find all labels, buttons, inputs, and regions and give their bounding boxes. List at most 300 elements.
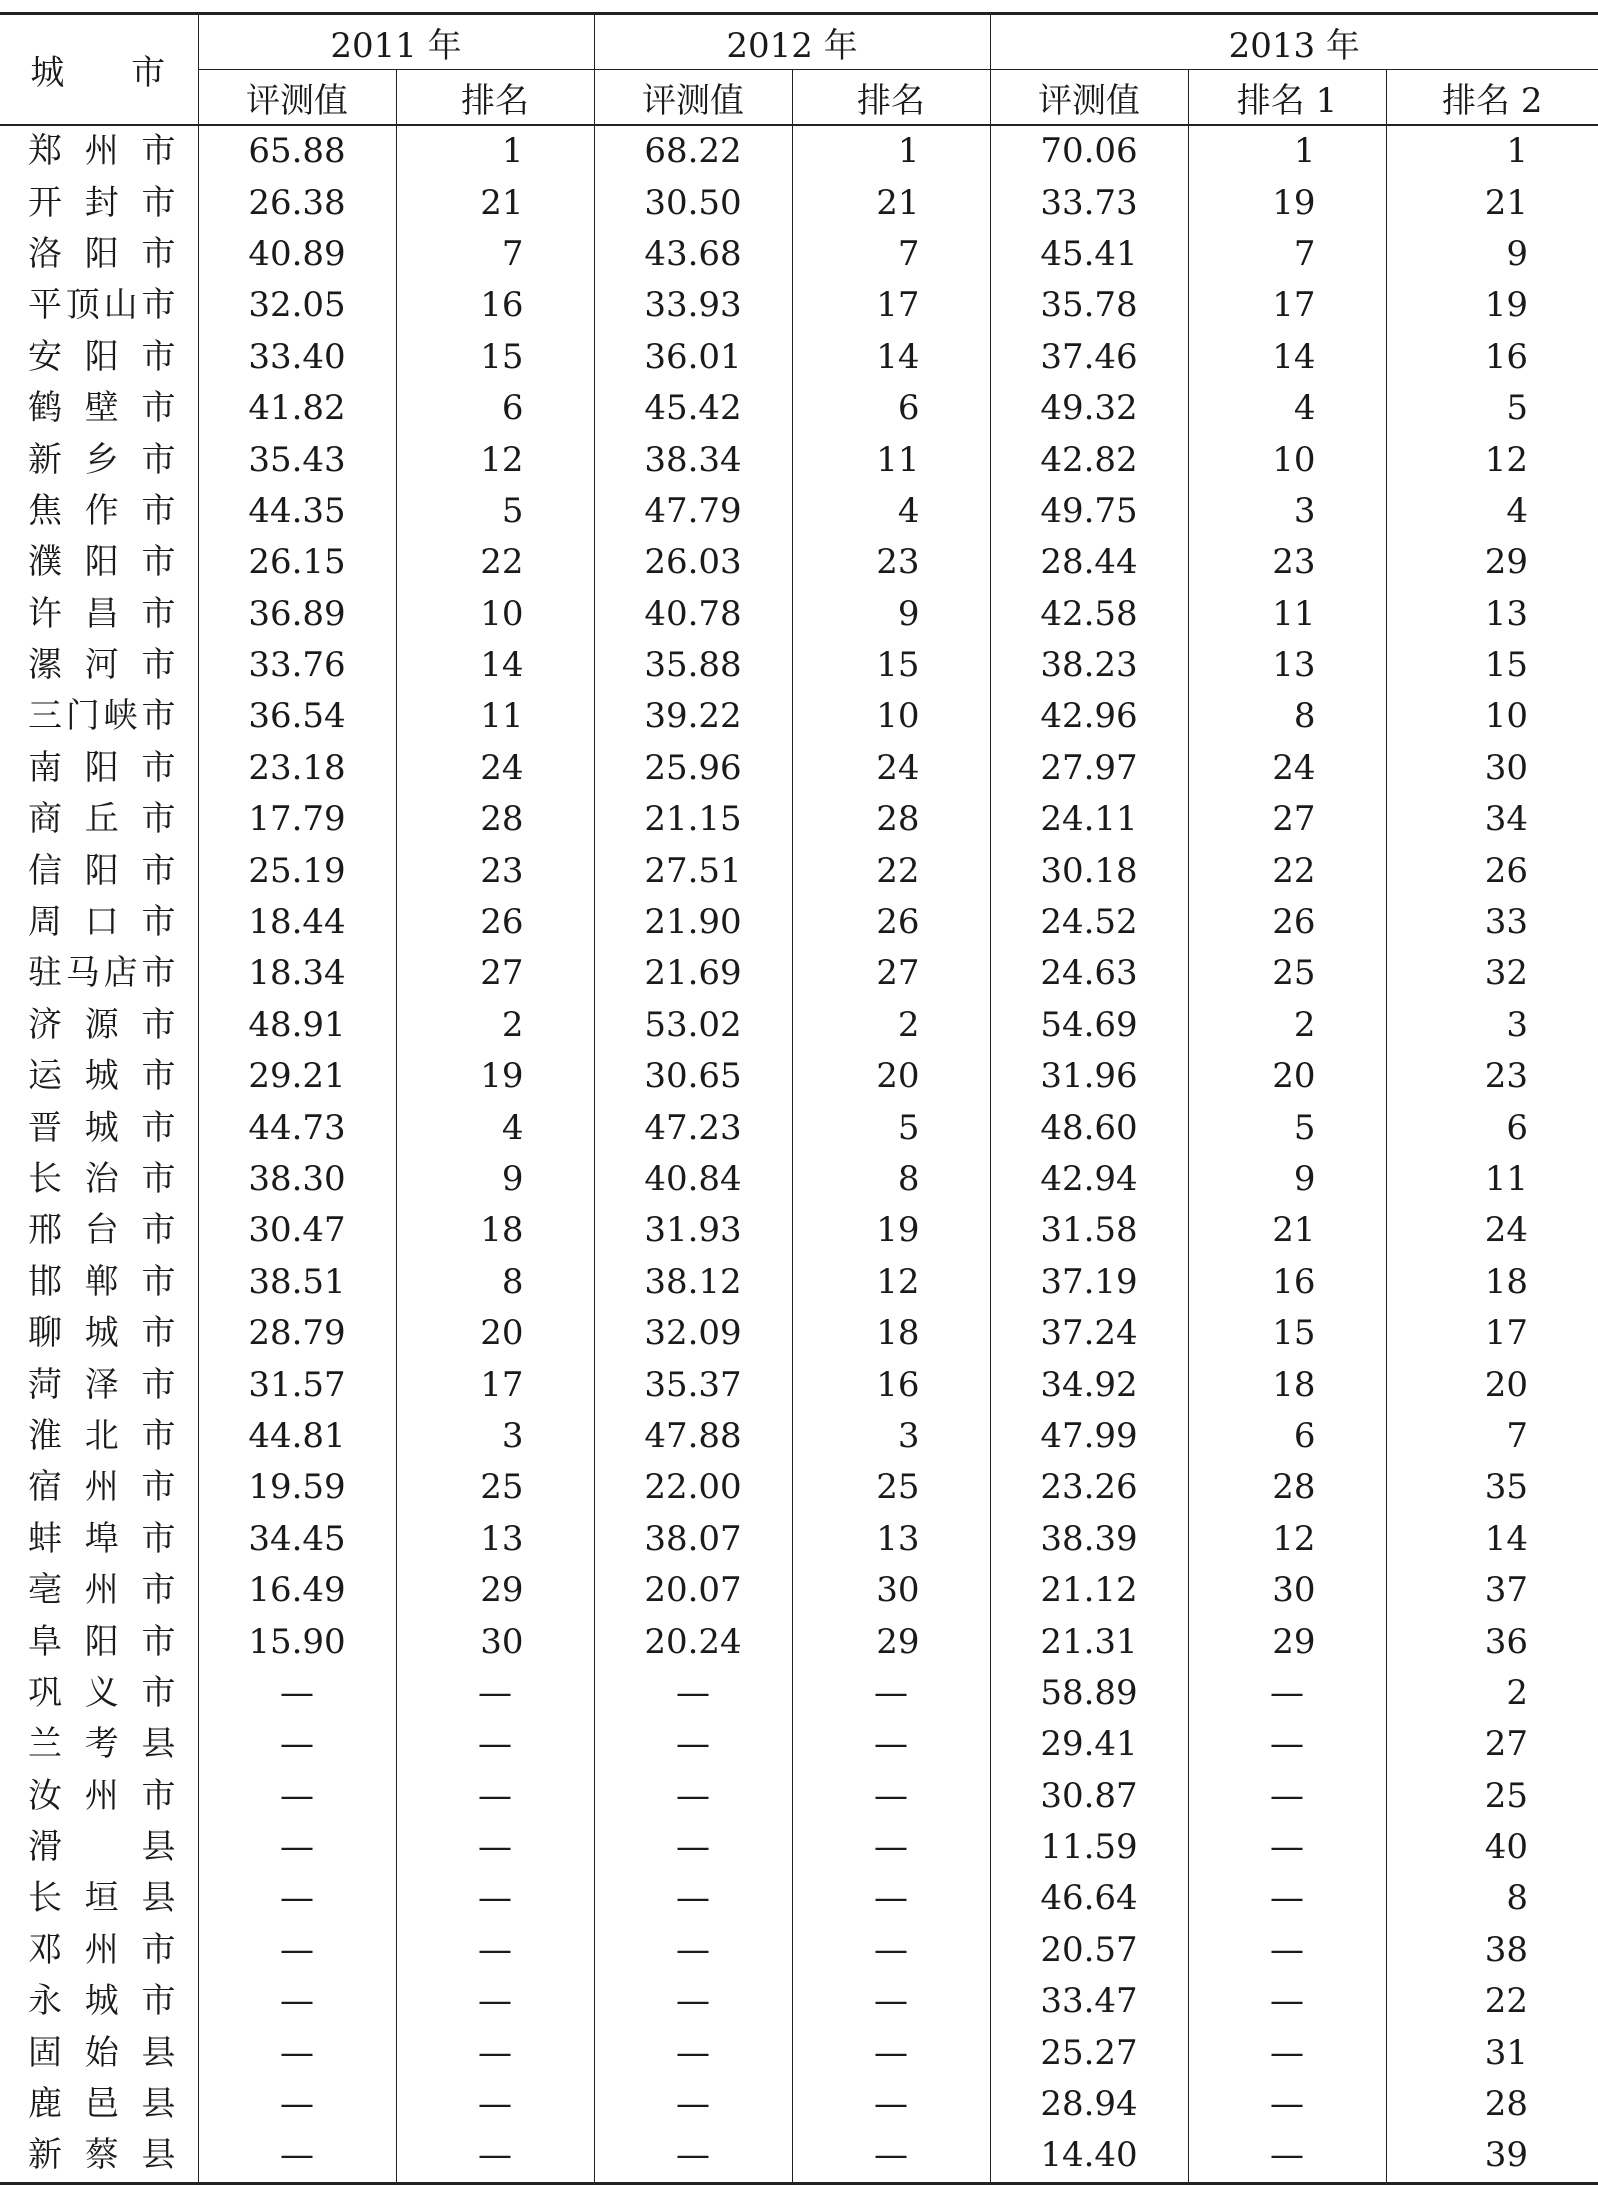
city-name-cell: 鹿邑县 xyxy=(28,2084,176,2125)
value-2011-cell: 18.44 xyxy=(198,897,396,948)
rank1-2013-cell: — xyxy=(1188,2079,1386,2130)
subheader-2011-rank: 排名 xyxy=(396,70,594,126)
city-name-cell: 商丘市 xyxy=(28,799,176,840)
subheader-2013-value: 评测值 xyxy=(990,70,1188,126)
value-2012-cell: 20.24 xyxy=(594,1616,792,1667)
value-2011-cell: 17.79 xyxy=(198,794,396,845)
value-2011-cell: 15.90 xyxy=(198,1616,396,1667)
value-2011-cell: — xyxy=(198,1925,396,1976)
rank1-2013-cell: 22 xyxy=(1188,845,1386,896)
table-row xyxy=(0,383,1598,434)
rank-2012-cell: 16 xyxy=(792,1359,990,1410)
rank-2011-cell: 14 xyxy=(396,640,594,691)
table-row xyxy=(0,2079,1598,2130)
value-2012-cell: — xyxy=(594,1771,792,1822)
table-row xyxy=(0,1668,1598,1719)
value-2013-cell: 30.18 xyxy=(990,845,1188,896)
rank1-2013-cell: 13 xyxy=(1188,640,1386,691)
rank2-2013-cell: 4 xyxy=(1386,486,1598,537)
value-2011-cell: — xyxy=(198,1873,396,1924)
rank2-2013-cell: 32 xyxy=(1386,948,1598,999)
table-row xyxy=(0,1925,1598,1976)
value-2011-cell: 38.30 xyxy=(198,1154,396,1205)
rank-2012-cell: 4 xyxy=(792,486,990,537)
rank2-2013-cell: 31 xyxy=(1386,2027,1598,2078)
value-2012-cell: 43.68 xyxy=(594,229,792,280)
city-name-cell: 漯河市 xyxy=(28,645,176,686)
rank-2012-cell: 27 xyxy=(792,948,990,999)
value-2012-cell: — xyxy=(594,1976,792,2027)
value-2011-cell: — xyxy=(198,1976,396,2027)
value-2011-cell: 30.47 xyxy=(198,1205,396,1256)
rank1-2013-cell: — xyxy=(1188,1668,1386,1719)
value-2012-cell: 36.01 xyxy=(594,332,792,383)
rank-2011-cell: — xyxy=(396,1873,594,1924)
table-row xyxy=(0,1257,1598,1308)
city-column-header: 城 市 xyxy=(0,14,198,126)
rank1-2013-cell: 19 xyxy=(1188,177,1386,228)
value-2012-cell: — xyxy=(594,2027,792,2078)
rank-2011-cell: 24 xyxy=(396,743,594,794)
rank2-2013-cell: 6 xyxy=(1386,1102,1598,1153)
value-2011-cell: 65.88 xyxy=(198,125,396,177)
value-2013-cell: 47.99 xyxy=(990,1411,1188,1462)
rank2-2013-cell: 5 xyxy=(1386,383,1598,434)
rank2-2013-cell: 9 xyxy=(1386,229,1598,280)
subheader-2013-rank1: 排名 1 xyxy=(1188,70,1386,126)
value-2013-cell: 45.41 xyxy=(990,229,1188,280)
city-name-cell: 长治市 xyxy=(28,1159,176,1199)
value-2012-cell: 30.65 xyxy=(594,1051,792,1102)
rank1-2013-cell: 4 xyxy=(1188,383,1386,434)
rank-2012-cell: 21 xyxy=(792,177,990,228)
table-row xyxy=(0,640,1598,691)
city-name-cell: 汝州市 xyxy=(28,1775,176,1816)
value-2011-cell: — xyxy=(198,1771,396,1822)
rank1-2013-cell: 15 xyxy=(1188,1308,1386,1359)
city-name-cell: 三门峡市 xyxy=(28,696,176,737)
rank1-2013-cell: — xyxy=(1188,1771,1386,1822)
city-name-cell: 邢台市 xyxy=(28,1210,176,1251)
city-name-cell: 晋城市 xyxy=(28,1107,176,1148)
city-name-cell: 驻马店市 xyxy=(28,953,176,994)
rank2-2013-cell: 40 xyxy=(1386,1822,1598,1873)
value-2012-cell: 40.84 xyxy=(594,1154,792,1205)
rank-2012-cell: — xyxy=(792,1976,990,2027)
rank1-2013-cell: — xyxy=(1188,1925,1386,1976)
value-2011-cell: 36.89 xyxy=(198,589,396,640)
table-row xyxy=(0,280,1598,331)
city-name-cell: 长垣县 xyxy=(28,1878,176,1919)
value-2011-cell: 16.49 xyxy=(198,1565,396,1616)
city-name-cell: 新乡市 xyxy=(28,439,176,480)
header-row-subcolumns xyxy=(0,70,1598,126)
rank-2012-cell: 14 xyxy=(792,332,990,383)
rank-2011-cell: 21 xyxy=(396,177,594,228)
table-row xyxy=(0,897,1598,948)
value-2013-cell: 24.52 xyxy=(990,897,1188,948)
value-2013-cell: 54.69 xyxy=(990,1000,1188,1051)
rank-2012-cell: 19 xyxy=(792,1205,990,1256)
value-2013-cell: 34.92 xyxy=(990,1359,1188,1410)
rank1-2013-cell: — xyxy=(1188,1976,1386,2027)
rank-2011-cell: 5 xyxy=(396,486,594,537)
city-name-cell: 滑县 xyxy=(28,1827,176,1868)
value-2013-cell: 21.31 xyxy=(990,1616,1188,1667)
value-2011-cell: — xyxy=(198,1719,396,1770)
value-2012-cell: 38.12 xyxy=(594,1257,792,1308)
city-name-cell: 蚌埠市 xyxy=(28,1518,176,1559)
table-row xyxy=(0,1616,1598,1667)
value-2013-cell: 33.73 xyxy=(990,177,1188,228)
rank1-2013-cell: 27 xyxy=(1188,794,1386,845)
value-2013-cell: 42.94 xyxy=(990,1154,1188,1205)
table-row xyxy=(0,434,1598,485)
value-2013-cell: 14.40 xyxy=(990,2130,1188,2183)
rank2-2013-cell: 12 xyxy=(1386,434,1598,485)
rank-2012-cell: 8 xyxy=(792,1154,990,1205)
rank-2012-cell: — xyxy=(792,1822,990,1873)
value-2013-cell: 49.32 xyxy=(990,383,1188,434)
rank2-2013-cell: 35 xyxy=(1386,1462,1598,1513)
rank-2012-cell: — xyxy=(792,1925,990,1976)
rank-2012-cell: — xyxy=(792,2079,990,2130)
value-2012-cell: 20.07 xyxy=(594,1565,792,1616)
city-name-cell: 洛阳市 xyxy=(28,233,176,274)
rank2-2013-cell: 27 xyxy=(1386,1719,1598,1770)
value-2011-cell: 38.51 xyxy=(198,1257,396,1308)
rank-2011-cell: — xyxy=(396,2130,594,2183)
city-name-cell: 宿州市 xyxy=(28,1467,176,1508)
value-2012-cell: 40.78 xyxy=(594,589,792,640)
rank2-2013-cell: 24 xyxy=(1386,1205,1598,1256)
rank-2011-cell: 22 xyxy=(396,537,594,588)
rank2-2013-cell: 34 xyxy=(1386,794,1598,845)
city-name-cell: 南阳市 xyxy=(28,747,176,788)
rank-2012-cell: 18 xyxy=(792,1308,990,1359)
rank1-2013-cell: 18 xyxy=(1188,1359,1386,1410)
header-row-years xyxy=(0,14,1598,70)
value-2012-cell: — xyxy=(594,1873,792,1924)
year-header-2011: 2011 年 xyxy=(198,14,594,70)
value-2012-cell: 27.51 xyxy=(594,845,792,896)
rank1-2013-cell: 16 xyxy=(1188,1257,1386,1308)
city-name-cell: 焦作市 xyxy=(28,490,176,531)
value-2012-cell: 39.22 xyxy=(594,691,792,742)
rank1-2013-cell: 2 xyxy=(1188,1000,1386,1051)
rank1-2013-cell: — xyxy=(1188,1822,1386,1873)
value-2012-cell: — xyxy=(594,1719,792,1770)
value-2013-cell: 58.89 xyxy=(990,1668,1188,1719)
rank1-2013-cell: 6 xyxy=(1188,1411,1386,1462)
rank1-2013-cell: 10 xyxy=(1188,434,1386,485)
value-2013-cell: 29.41 xyxy=(990,1719,1188,1770)
rank1-2013-cell: 9 xyxy=(1188,1154,1386,1205)
city-name-cell: 邓州市 xyxy=(28,1929,176,1970)
rank-2011-cell: 13 xyxy=(396,1514,594,1565)
rank2-2013-cell: 36 xyxy=(1386,1616,1598,1667)
table-row xyxy=(0,1873,1598,1924)
value-2012-cell: 25.96 xyxy=(594,743,792,794)
value-2011-cell: 44.73 xyxy=(198,1102,396,1153)
rank-2012-cell: — xyxy=(792,1771,990,1822)
table-row xyxy=(0,948,1598,999)
rank-2012-cell: 17 xyxy=(792,280,990,331)
rank1-2013-cell: 14 xyxy=(1188,332,1386,383)
city-name-cell: 邯郸市 xyxy=(28,1261,176,1302)
table-row xyxy=(0,845,1598,896)
rank-2011-cell: 17 xyxy=(396,1359,594,1410)
value-2011-cell: 35.43 xyxy=(198,434,396,485)
value-2012-cell: 33.93 xyxy=(594,280,792,331)
value-2011-cell: 28.79 xyxy=(198,1308,396,1359)
value-2011-cell: 26.15 xyxy=(198,537,396,588)
rank1-2013-cell: 24 xyxy=(1188,743,1386,794)
value-2013-cell: 42.58 xyxy=(990,589,1188,640)
table-row xyxy=(0,1719,1598,1770)
rank-2011-cell: — xyxy=(396,2027,594,2078)
city-name-cell: 许昌市 xyxy=(28,593,176,634)
rank-2012-cell: — xyxy=(792,2130,990,2183)
city-evaluation-table xyxy=(0,12,1598,2185)
table-row xyxy=(0,2130,1598,2183)
rank-2012-cell: 2 xyxy=(792,1000,990,1051)
rank2-2013-cell: 13 xyxy=(1386,589,1598,640)
rank2-2013-cell: 10 xyxy=(1386,691,1598,742)
rank2-2013-cell: 25 xyxy=(1386,1771,1598,1822)
rank-2012-cell: 23 xyxy=(792,537,990,588)
rank-2012-cell: 26 xyxy=(792,897,990,948)
table-row xyxy=(0,1154,1598,1205)
rank2-2013-cell: 22 xyxy=(1386,1976,1598,2027)
rank-2011-cell: 16 xyxy=(396,280,594,331)
rank-2012-cell: 29 xyxy=(792,1616,990,1667)
rank1-2013-cell: 11 xyxy=(1188,589,1386,640)
value-2013-cell: 37.46 xyxy=(990,332,1188,383)
value-2013-cell: 37.24 xyxy=(990,1308,1188,1359)
rank2-2013-cell: 3 xyxy=(1386,1000,1598,1051)
value-2013-cell: 30.87 xyxy=(990,1771,1188,1822)
value-2012-cell: 32.09 xyxy=(594,1308,792,1359)
rank1-2013-cell: 25 xyxy=(1188,948,1386,999)
value-2011-cell: — xyxy=(198,1822,396,1873)
value-2011-cell: 18.34 xyxy=(198,948,396,999)
table-row xyxy=(0,691,1598,742)
rank2-2013-cell: 39 xyxy=(1386,2130,1598,2183)
city-name-cell: 平顶山市 xyxy=(28,285,176,326)
rank-2011-cell: — xyxy=(396,1976,594,2027)
city-name-cell: 郑州市 xyxy=(28,131,176,172)
value-2011-cell: 32.05 xyxy=(198,280,396,331)
value-2012-cell: 21.69 xyxy=(594,948,792,999)
value-2013-cell: 38.39 xyxy=(990,1514,1188,1565)
value-2012-cell: 30.50 xyxy=(594,177,792,228)
rank-2012-cell: 30 xyxy=(792,1565,990,1616)
city-name-cell: 安阳市 xyxy=(28,336,176,377)
value-2013-cell: 27.97 xyxy=(990,743,1188,794)
table-row xyxy=(0,1822,1598,1873)
value-2012-cell: 68.22 xyxy=(594,125,792,177)
city-name-cell: 开封市 xyxy=(28,182,176,223)
table-body xyxy=(0,125,1598,2183)
rank1-2013-cell: 12 xyxy=(1188,1514,1386,1565)
value-2013-cell: 23.26 xyxy=(990,1462,1188,1513)
subheader-2011-value: 评测值 xyxy=(198,70,396,126)
value-2011-cell: 29.21 xyxy=(198,1051,396,1102)
city-name-cell: 巩义市 xyxy=(28,1672,176,1713)
rank1-2013-cell: 26 xyxy=(1188,897,1386,948)
table-row xyxy=(0,1514,1598,1565)
value-2013-cell: 28.44 xyxy=(990,537,1188,588)
value-2011-cell: 19.59 xyxy=(198,1462,396,1513)
city-name-cell: 周口市 xyxy=(28,902,176,943)
value-2012-cell: 35.88 xyxy=(594,640,792,691)
rank-2011-cell: 10 xyxy=(396,589,594,640)
city-name-cell: 聊城市 xyxy=(28,1313,176,1354)
value-2013-cell: 46.64 xyxy=(990,1873,1188,1924)
rank-2012-cell: 22 xyxy=(792,845,990,896)
table-row xyxy=(0,177,1598,228)
value-2013-cell: 28.94 xyxy=(990,2079,1188,2130)
city-name-cell: 阜阳市 xyxy=(28,1621,176,1662)
city-name-cell: 固始县 xyxy=(28,2032,176,2073)
value-2012-cell: 45.42 xyxy=(594,383,792,434)
value-2011-cell: 44.81 xyxy=(198,1411,396,1462)
rank1-2013-cell: 1 xyxy=(1188,125,1386,177)
rank-2011-cell: — xyxy=(396,1771,594,1822)
table-row xyxy=(0,486,1598,537)
rank-2011-cell: 6 xyxy=(396,383,594,434)
year-header-2012: 2012 年 xyxy=(594,14,990,70)
city-name-cell: 运城市 xyxy=(28,1056,176,1097)
rank2-2013-cell: 11 xyxy=(1386,1154,1598,1205)
value-2013-cell: 31.58 xyxy=(990,1205,1188,1256)
rank2-2013-cell: 30 xyxy=(1386,743,1598,794)
rank-2012-cell: 3 xyxy=(792,1411,990,1462)
rank-2012-cell: 1 xyxy=(792,125,990,177)
rank-2012-cell: 15 xyxy=(792,640,990,691)
table-row xyxy=(0,537,1598,588)
rank-2012-cell: 24 xyxy=(792,743,990,794)
value-2012-cell: — xyxy=(594,1925,792,1976)
rank-2011-cell: 12 xyxy=(396,434,594,485)
value-2012-cell: 22.00 xyxy=(594,1462,792,1513)
value-2012-cell: 21.90 xyxy=(594,897,792,948)
rank-2012-cell: 12 xyxy=(792,1257,990,1308)
city-name-cell: 鹤壁市 xyxy=(28,388,176,429)
rank-2012-cell: 10 xyxy=(792,691,990,742)
rank1-2013-cell: 8 xyxy=(1188,691,1386,742)
city-name-cell: 新蔡县 xyxy=(0,2130,198,2183)
value-2011-cell: 44.35 xyxy=(198,486,396,537)
value-2013-cell: 33.47 xyxy=(990,1976,1188,2027)
table-row xyxy=(0,1000,1598,1051)
value-2011-cell: — xyxy=(198,2130,396,2183)
value-2012-cell: 21.15 xyxy=(594,794,792,845)
rank2-2013-cell: 19 xyxy=(1386,280,1598,331)
rank1-2013-cell: 17 xyxy=(1188,280,1386,331)
value-2011-cell: 33.76 xyxy=(198,640,396,691)
rank-2012-cell: 11 xyxy=(792,434,990,485)
value-2012-cell: 47.79 xyxy=(594,486,792,537)
rank-2011-cell: — xyxy=(396,1822,594,1873)
value-2013-cell: 42.96 xyxy=(990,691,1188,742)
value-2011-cell: 40.89 xyxy=(198,229,396,280)
city-name-cell: 永城市 xyxy=(28,1981,176,2022)
rank2-2013-cell: 16 xyxy=(1386,332,1598,383)
table-row xyxy=(0,794,1598,845)
table-row xyxy=(0,743,1598,794)
table-row xyxy=(0,229,1598,280)
city-name-cell: 济源市 xyxy=(28,1004,176,1045)
table-row xyxy=(0,1359,1598,1410)
rank-2011-cell: 18 xyxy=(396,1205,594,1256)
rank2-2013-cell: 18 xyxy=(1386,1257,1598,1308)
rank-2012-cell: 5 xyxy=(792,1102,990,1153)
value-2012-cell: 47.23 xyxy=(594,1102,792,1153)
table-row xyxy=(0,1308,1598,1359)
rank1-2013-cell: — xyxy=(1188,1873,1386,1924)
table-row xyxy=(0,589,1598,640)
table-row xyxy=(0,1771,1598,1822)
rank-2012-cell: — xyxy=(792,2027,990,2078)
rank2-2013-cell: 15 xyxy=(1386,640,1598,691)
value-2013-cell: 31.96 xyxy=(990,1051,1188,1102)
rank-2012-cell: 25 xyxy=(792,1462,990,1513)
rank-2011-cell: 8 xyxy=(396,1257,594,1308)
value-2012-cell: 38.07 xyxy=(594,1514,792,1565)
rank-2012-cell: 13 xyxy=(792,1514,990,1565)
city-name-cell: 淮北市 xyxy=(28,1415,176,1456)
value-2011-cell: 48.91 xyxy=(198,1000,396,1051)
rank-2011-cell: 29 xyxy=(396,1565,594,1616)
rank-2011-cell: — xyxy=(396,1668,594,1719)
value-2012-cell: — xyxy=(594,1822,792,1873)
value-2012-cell: 53.02 xyxy=(594,1000,792,1051)
rank-2011-cell: 3 xyxy=(396,1411,594,1462)
city-name-cell: 兰考县 xyxy=(28,1724,176,1765)
rank2-2013-cell: 23 xyxy=(1386,1051,1598,1102)
rank-2012-cell: — xyxy=(792,1668,990,1719)
rank1-2013-cell: — xyxy=(1188,1719,1386,1770)
value-2012-cell: — xyxy=(594,1668,792,1719)
rank2-2013-cell: 28 xyxy=(1386,2079,1598,2130)
value-2011-cell: 31.57 xyxy=(198,1359,396,1410)
value-2013-cell: 70.06 xyxy=(990,125,1188,177)
rank-2012-cell: — xyxy=(792,1873,990,1924)
table-row xyxy=(0,1411,1598,1462)
city-name-cell: 亳州市 xyxy=(28,1570,176,1611)
value-2013-cell: 20.57 xyxy=(990,1925,1188,1976)
rank-2011-cell: 9 xyxy=(396,1154,594,1205)
rank-2011-cell: 20 xyxy=(396,1308,594,1359)
rank-2011-cell: 19 xyxy=(396,1051,594,1102)
city-name-cell: 信阳市 xyxy=(28,850,176,891)
city-name-cell: 菏泽市 xyxy=(28,1364,176,1405)
subheader-2012-value: 评测值 xyxy=(594,70,792,126)
rank-2011-cell: 11 xyxy=(396,691,594,742)
rank-2011-cell: 15 xyxy=(396,332,594,383)
value-2012-cell: 31.93 xyxy=(594,1205,792,1256)
value-2013-cell: 38.23 xyxy=(990,640,1188,691)
value-2012-cell: — xyxy=(594,2130,792,2183)
table-row xyxy=(0,1051,1598,1102)
rank-2011-cell: 26 xyxy=(396,897,594,948)
rank2-2013-cell: 37 xyxy=(1386,1565,1598,1616)
rank2-2013-cell: 21 xyxy=(1386,177,1598,228)
city-name-cell: 濮阳市 xyxy=(28,542,176,583)
rank-2011-cell: 28 xyxy=(396,794,594,845)
